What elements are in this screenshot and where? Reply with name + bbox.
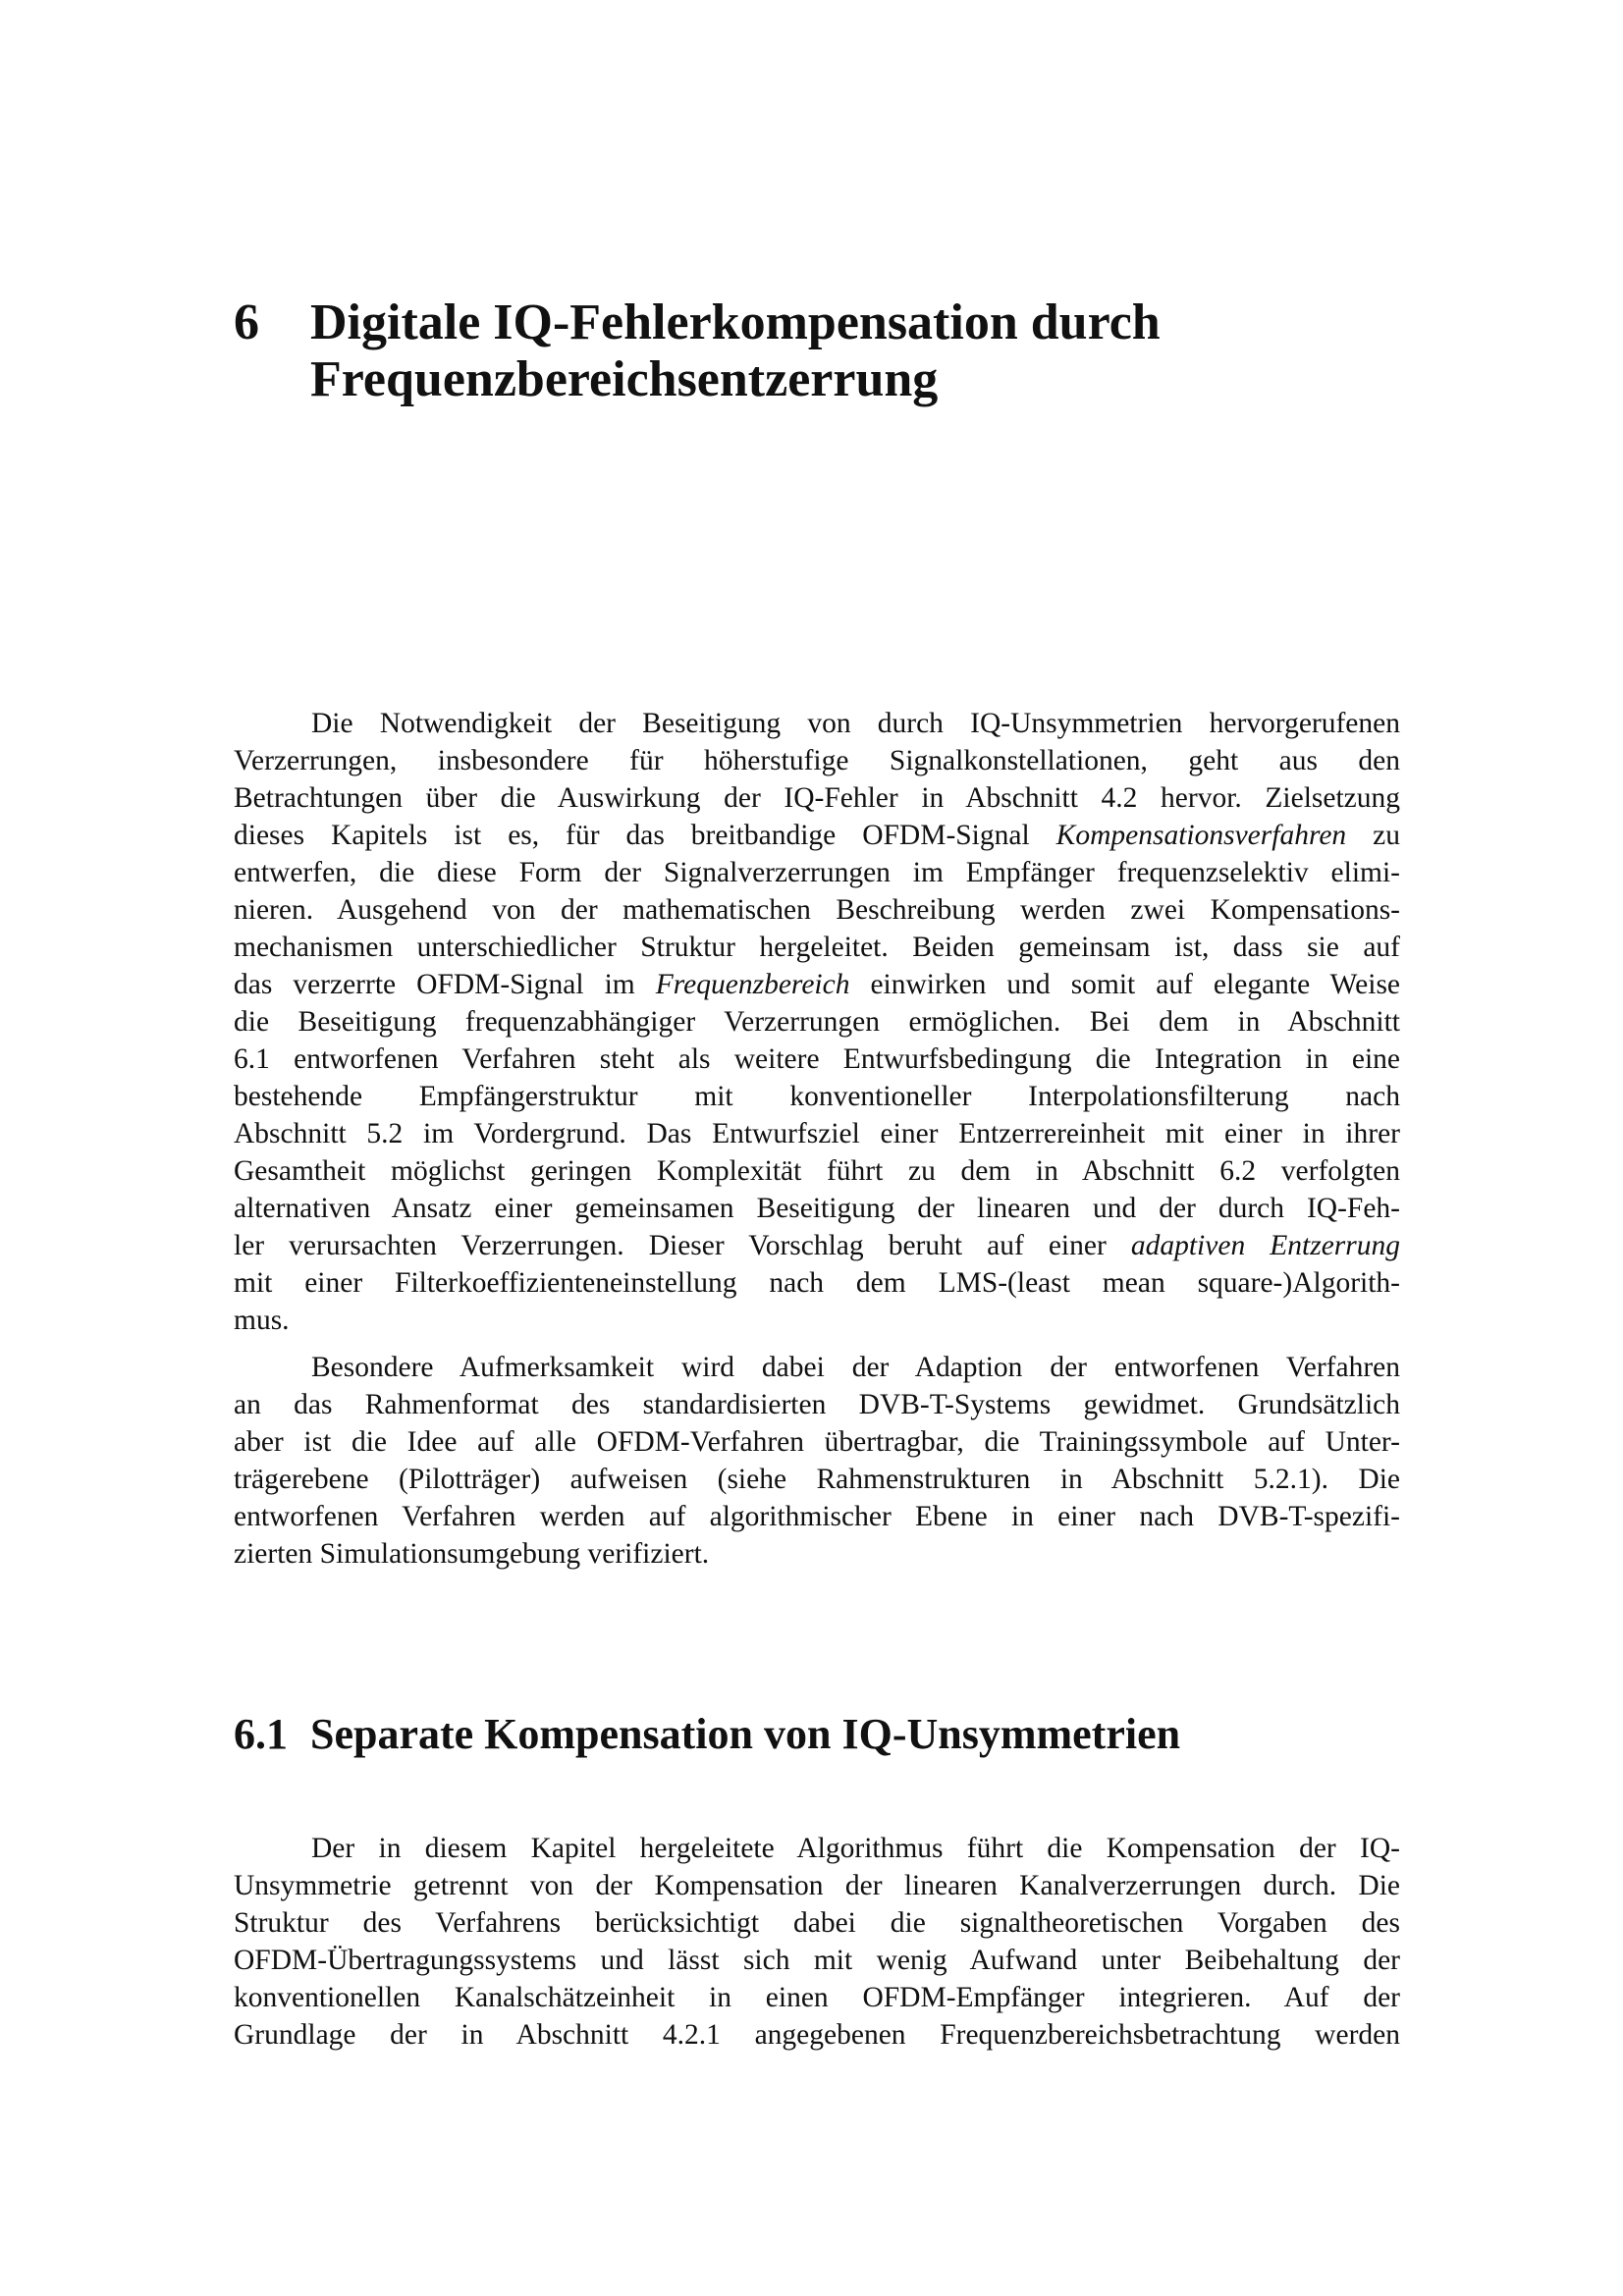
chapter-title-line: Frequenzbereichsentzerrung (310, 351, 939, 407)
text-line: Unsymmetrie getrennt von der Kompensation der linearen Kanalverzerrungen durch. Die (234, 1870, 1400, 1901)
text-line: Die Notwendigkeit der Beseitigung von durch IQ-Unsymmetrien hervorgerufenen (311, 708, 1400, 739)
text-line (234, 817, 1400, 854)
text-line: mit einer Filterkoeffizienteneinstellung nach dem LMS-(least mean square-)Algorith- (234, 1267, 1400, 1299)
text-line: entworfenen Verfahren werden auf algorithmischer Ebene in einer nach DVB-T-spezifi- (234, 1501, 1400, 1532)
text-line: die Beseitigung frequenzabhängiger Verzerrungen ermöglichen. Bei dem in Abschnitt (234, 1006, 1400, 1038)
text-line: Der in diesem Kapitel hergeleitete Algorithmus führt die Kompensation der IQ- (311, 1833, 1400, 1864)
intro-text (234, 705, 1400, 1573)
text-line: Gesamtheit möglichst geringen Komplexität führt zu dem in Abschnitt 6.2 verfolgten (234, 1155, 1400, 1187)
text-segment: einwirken und somit auf elegante Weise (870, 969, 1401, 1000)
emphasis-adaptive-entzerrung: adaptiven Entzerrung (1130, 1230, 1400, 1261)
text-line: mechanismen unterschiedlicher Struktur hergeleitet. Beiden gemeinsam ist, dass sie auf (234, 932, 1400, 963)
text-line: Besondere Aufmerksamkeit wird dabei der Adaption der entworfenen Verfahren (311, 1352, 1400, 1383)
text-line: mus. (234, 1305, 290, 1336)
text-line (234, 966, 1400, 1003)
text-line: zierten Simulationsumgebung verifiziert. (234, 1538, 710, 1570)
text-line: entwerfen, die diese Form der Signalverzerrungen im Empfänger frequenzselektiv elimi- (234, 857, 1400, 888)
chapter-title (310, 294, 1390, 408)
chapter-number: 6 (234, 294, 259, 350)
chapter-title-line: Digitale IQ-Fehlerkompensation durch (310, 294, 1161, 350)
text-line: 6.1 entworfenen Verfahren steht als weitere Entwurfsbedingung die Integration in eine (234, 1043, 1400, 1075)
section-heading (234, 1709, 1180, 1760)
emphasis-frequenzbereich: Frequenzbereich (655, 969, 850, 1000)
paragraph-gap (234, 1339, 1400, 1349)
text-line: Grundlage der in Abschnitt 4.2.1 angegebenen Frequenzbereichsbetrachtung werden (234, 2019, 1400, 2051)
text-line: aber ist die Idee auf alle OFDM-Verfahren übertragbar, die Trainingssymbole auf Unter- (234, 1426, 1400, 1458)
section-title: Separate Kompensation von IQ-Unsymmetrien (310, 1710, 1181, 1758)
intro-paragraph-1 (234, 705, 1400, 1339)
section-text (234, 1830, 1400, 2054)
text-line: OFDM-Übertragungssystems und lässt sich mit wenig Aufwand unter Beibehaltung der (234, 1945, 1400, 1976)
text-line: bestehende Empfängerstruktur mit konventioneller Interpolationsfilterung nach (234, 1081, 1400, 1112)
text-segment: ler verursachten Verzerrungen. Dieser Vorschlag beruht auf einer (234, 1230, 1107, 1261)
text-line: Struktur des Verfahrens berücksichtigt dabei die signaltheoretischen Vorgaben des (234, 1907, 1400, 1939)
intro-paragraph-2 (234, 1349, 1400, 1573)
text-line: alternativen Ansatz einer gemeinsamen Beseitigung der linearen und der durch IQ-Feh- (234, 1193, 1400, 1224)
text-line: Abschnitt 5.2 im Vordergrund. Das Entwurfsziel einer Entzerrereinheit mit einer in ihrer (234, 1118, 1400, 1149)
emphasis-kompensationsverfahren: Kompensationsverfahren (1055, 820, 1347, 851)
text-line (234, 1227, 1400, 1264)
text-line: konventionellen Kanalschätzeinheit in einen OFDM-Empfänger integrieren. Auf der (234, 1982, 1400, 2013)
text-line: Verzerrungen, insbesondere für höherstufige Signalkonstellationen, geht aus den (234, 745, 1400, 776)
text-segment: das verzerrte OFDM-Signal im (234, 969, 635, 1000)
text-segment: zu (1373, 820, 1401, 851)
text-line: Betrachtungen über die Auswirkung der IQ-Fehler in Abschnitt 4.2 hervor. Zielsetzung (234, 782, 1400, 814)
section-number: 6.1 (234, 1710, 288, 1758)
text-line: trägerebene (Pilotträger) aufweisen (siehe Rahmenstrukturen in Abschnitt 5.2.1). Die (234, 1464, 1400, 1495)
section-paragraph-1 (234, 1830, 1400, 2054)
text-line: nieren. Ausgehend von der mathematischen Beschreibung werden zwei Kompensations- (234, 894, 1400, 926)
text-segment: dieses Kapitels ist es, für das breitbandige OFDM-Signal (234, 820, 1030, 851)
text-line: an das Rahmenformat des standardisierten DVB-T-Systems gewidmet. Grundsätzlich (234, 1389, 1400, 1420)
